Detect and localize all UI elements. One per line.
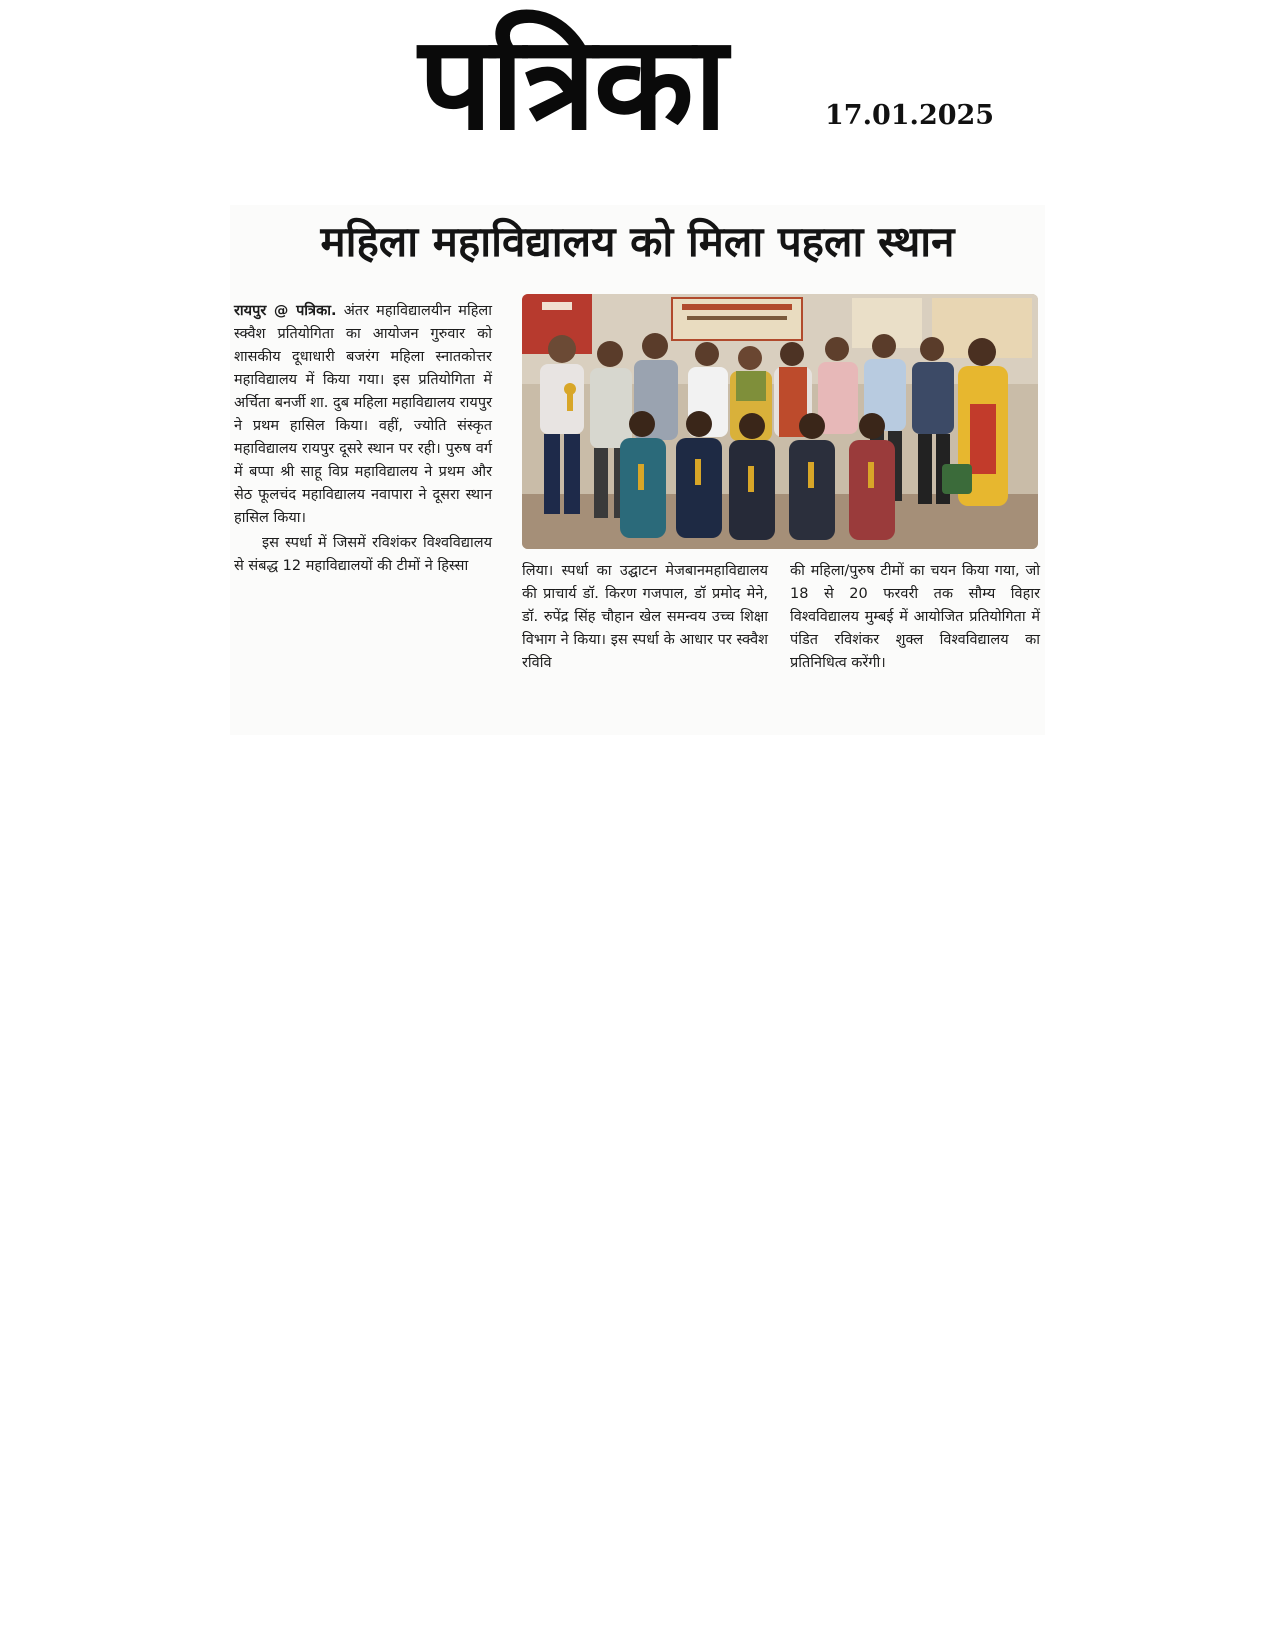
- article-headline: महिला महाविद्यालय को मिला पहला स्थान: [320, 217, 955, 266]
- article-dateline: रायपुर @ पत्रिका.: [234, 303, 337, 319]
- article-paragraph-4: की महिला/पुरुष टीमों का चयन किया गया, जो 18 से 20 फरवरी तक सौम्य विहार विश्वविद्यालय मुम्बई में आयोजित प्रतियोगिता में पंडित रविशंकर शुक्ल विश्वविद्यालय का प्रतिनिधित्व करेंगी।: [790, 563, 1040, 671]
- news-clipping: [230, 205, 1045, 735]
- article-paragraph-3: लिया। स्पर्धा का उद्घाटन मेजबानमहाविद्यालय की प्राचार्य डॉ. किरण गजपाल, डॉ प्रमोद मेने, डॉ. रुपेंद्र सिंह चौहान खेल समन्वय उच्च शिक्षा विभाग ने किया। इस स्पर्धा के आधार पर स्क्वैश रविवि: [522, 563, 768, 671]
- publication-date: 17.01.2025: [825, 100, 995, 131]
- newspaper-logo: पत्रिका: [418, 5, 726, 159]
- article-column-1: [234, 300, 492, 580]
- group-photo: [522, 294, 1038, 549]
- article-paragraph-1: अंतर महाविद्यालयीन महिला स्क्वैश प्रतियोगिता का आयोजन गुरुवार को शासकीय दूधाधारी बजरंग महिला स्नातकोत्तर महाविद्यालय में किया गया। इस प्रतियोगिता में अर्चिता बनर्जी शा. दुब महिला महाविद्यालय रायपुर ने प्रथम हासिल किया। वहीं, ज्योति संस्कृत महाविद्यालय रायपुर दूसरे स्थान पर रही। पुरुष वर्ग में बप्पा श्री साहू विप्र महाविद्यालय ने प्रथम और सेठ फूलचंद महाविद्यालय नवापारा ने दूसरा स्थान हासिल किया।: [234, 303, 492, 526]
- article-column-2: [522, 560, 768, 677]
- article-paragraph-2: इस स्पर्धा में जिसमें रविशंकर विश्वविद्यालय से संबद्ध 12 महाविद्यालयों की टीमों ने हिस्सा: [234, 535, 492, 574]
- article-column-3: [790, 560, 1040, 677]
